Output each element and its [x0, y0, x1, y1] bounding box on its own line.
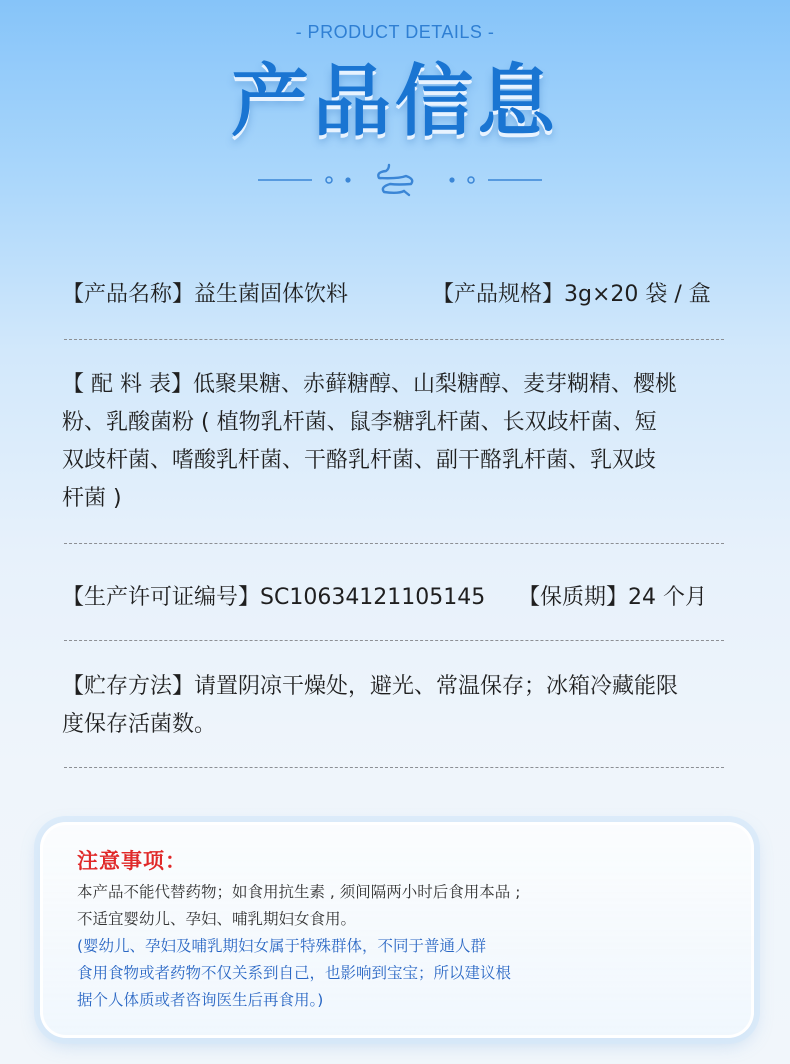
title-divider — [258, 160, 542, 200]
dashed-divider — [64, 543, 724, 544]
product-spec: 【产品规格】3g×20 袋 / 盒 — [432, 282, 711, 307]
dashed-divider — [64, 640, 724, 641]
notice-card — [40, 822, 754, 1038]
ingredients-line: 粉、乳酸菌粉 ( 植物乳杆菌、鼠李糖乳杆菌、长双歧杆菌、短 — [62, 410, 657, 435]
storage-line: 【贮存方法】请置阴凉干燥处，避光、常温保存；冰箱冷藏能限 — [62, 674, 679, 699]
product-name-row — [62, 276, 732, 314]
dashed-divider — [64, 339, 724, 340]
license-row — [62, 579, 732, 617]
ingredients-line: 【 配 料 表】低聚果糖、赤藓糖醇、山梨糖醇、麦芽糊精、樱桃 — [62, 372, 677, 397]
notice-line: (婴幼儿、孕妇及哺乳期妇女属于特殊群体，不同于普通人群 — [77, 937, 487, 955]
page-title: 产品信息 — [230, 57, 559, 147]
intestine-icon — [378, 165, 412, 195]
notice-line: 不适宜婴幼儿、孕妇、哺乳期妇女食用。 — [77, 910, 357, 928]
ingredients-line: 双歧杆菌、嗜酸乳杆菌、干酪乳杆菌、副干酪乳杆菌、乳双歧 — [62, 448, 657, 473]
notice-line: 食用食物或者药物不仅关系到自己，也影响到宝宝；所以建议根 — [77, 964, 512, 982]
header-subtitle: - PRODUCT DETAILS - — [295, 22, 495, 42]
product-name: 【产品名称】益生菌固体饮料 — [62, 282, 349, 307]
dashed-divider — [64, 767, 724, 768]
storage-line: 度保存活菌数。 — [62, 712, 217, 737]
storage-block — [62, 668, 732, 744]
notice-line: 本产品不能代替药物；如食用抗生素 , 须间隔两小时后食用本品 ; — [77, 883, 521, 901]
notice-line: 据个人体质或者咨询医生后再食用。) — [77, 991, 324, 1009]
license-number: 【生产许可证编号】SC10634121105145 — [62, 585, 486, 610]
ingredients-line: 杆菌 ) — [62, 486, 122, 511]
ingredients-block — [62, 366, 732, 518]
notice-title: 注意事项： — [77, 849, 187, 873]
shelf-life: 【保质期】24 个月 — [518, 585, 707, 610]
